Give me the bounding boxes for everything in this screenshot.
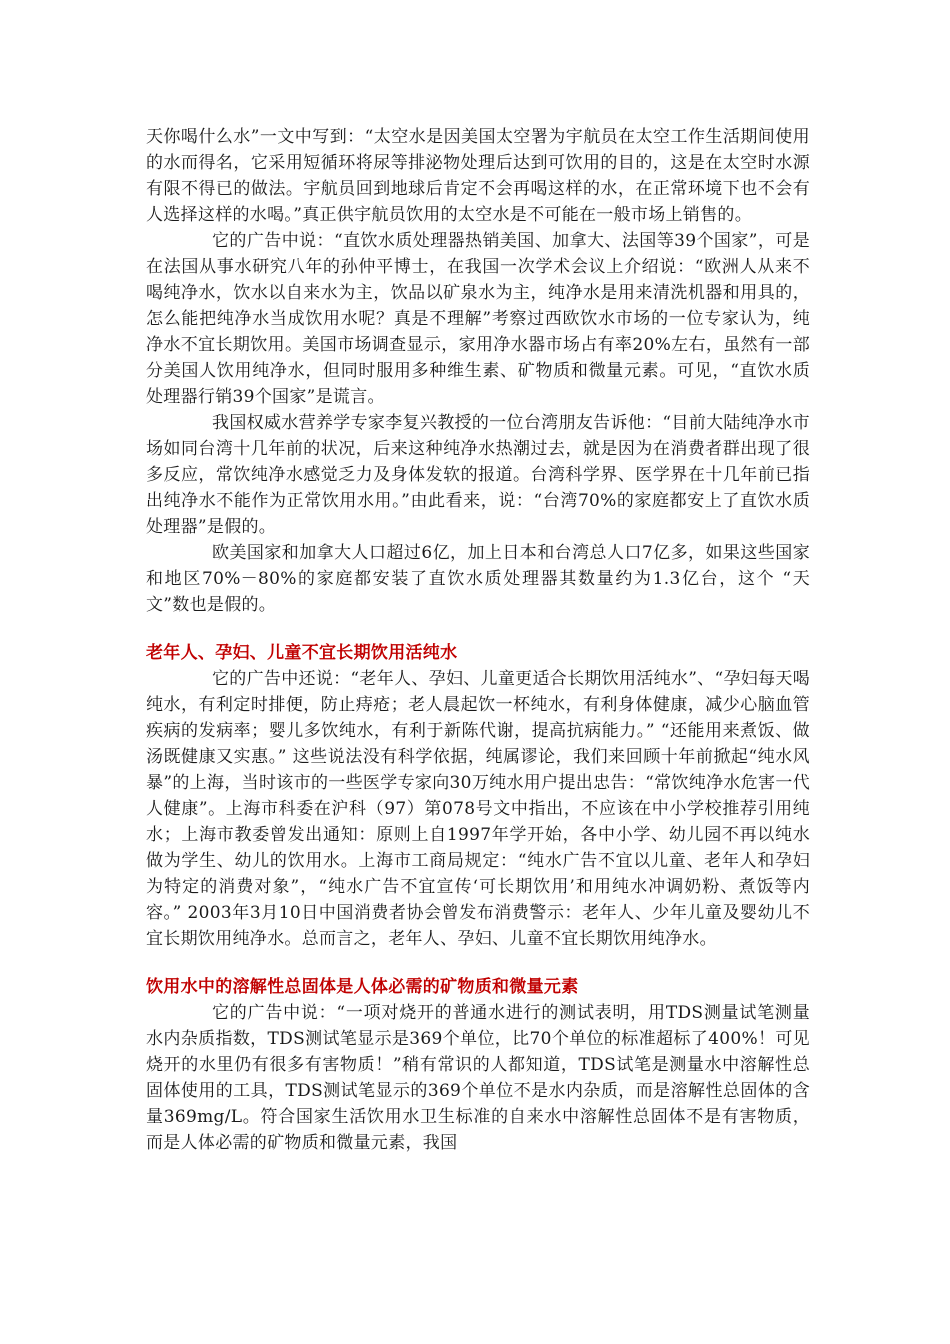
section2-paragraph: 它的广告中还说：“老年人、孕妇、儿童更适合长期饮用活纯水”、“孕妇每天喝纯水，有利定时排便，防止痔疮；老人晨起饮一杯纯水，有利身体健康，减少心脑血管疾病的发病率；婴儿多饮纯水，有利于新陈代谢，提高抗病能力。” “还能用来煮饭、做汤既健康又实惠。” 这些说法没有科学依据，纯属谬论，我们来回顾十年前掀起“纯水风暴”的上海，当时该市的一些医学专家向30万纯水用户提出忠告：“常饮纯净水危害一代人健康”。上海市科委在沪科（97）第078号文中指出，不应该在中小学校推荐引用纯水；上海市教委曾发出通知：原则上自1997年学开始，各中小学、幼儿园不再以纯水做为学生、幼儿的饮用水。上海市工商局规定：“纯水广告不宜以儿童、老年人和孕妇为特定的消费对象”，“纯水广告不宜宣传‘可长期饮用’和用纯水冲调奶粉、煮饭等内容。” 2003年3月10日中国消费者协会曾发布消费警示：老年人、少年儿童及婴幼儿不宜长期饮用纯净水。总而言之，老年人、孕妇、儿童不宜长期饮用纯净水。: [146, 669, 810, 949]
section-spacer: [146, 618, 810, 640]
section3-paragraph: 它的广告中说：“一项对烧开的普通水进行的测试表明，用TDS测量试笔测量水内杂质指数，TDS测试笔显示是369个单位，比70个单位的标准超标了400%！可见烧开的水里仍有很多有害物质！”稍有常识的人都知道，TDS试笔是测量水中溶解性总固体使用的工具，TDS测试笔显示的369个单位不是水内杂质，而是溶解性总固体的含量369mg/L。符合国家生活饮用水卫生标准的自来水中溶解性总固体不是有害物质，而是人体必需的矿物质和微量元素，我国: [146, 1003, 810, 1153]
section-heading-elderly-pregnant-children: 老年人、孕妇、儿童不宜长期饮用活纯水: [146, 643, 458, 663]
intro-paragraph-3: 我国权威水营养学专家李复兴教授的一位台湾朋友告诉他：“目前大陆纯净水市场如同台湾十几年前的状况，后来这种纯净水热潮过去，就是因为在消费者群出现了很多反应，常饮纯净水感觉乏力及身体发软的报道。台湾科学界、医学界在十几年前已指出纯净水不能作为正常饮用水用。”由此看来，说：“台湾70%的家庭都安上了直饮水质处理器”是假的。: [146, 413, 810, 537]
intro-paragraph-2: 它的广告中说：“直饮水质处理器热销美国、加拿大、法国等39个国家”，可是在法国从事水研究八年的孙仲平博士，在我国一次学术会议上介绍说：“欧洲人从来不喝纯净水，饮水以自来水为主，饮品以矿泉水为主，纯净水是用来清洗机器和用具的，怎么能把纯净水当成饮用水呢？真是不理解”考察过西欧饮水市场的一位专家认为，纯净水不宜长期饮用。美国市场调查显示，家用净水器市场占有率20%左右，虽然有一部分美国人饮用纯净水，但同时服用多种维生素、矿物质和微量元素。可见，“直饮水质处理器行销39个国家”是谎言。: [146, 231, 810, 407]
intro-paragraph-1: 天你喝什么水”一文中写到：“太空水是因美国太空署为宇航员在太空工作生活期间使用的水而得名，它采用短循环将尿等排泌物处理后达到可饮用的目的，这是在太空时水源有限不得已的做法。宇航员回到地球后肯定不会再喝这样的水，在正常环境下也不会有人选择这样的水喝。”真正供宇航员饮用的太空水是不可能在一般市场上销售的。: [146, 127, 810, 225]
document-page: [146, 124, 810, 1156]
section-heading-dissolved-solids: 饮用水中的溶解性总固体是人体必需的矿物质和微量元素: [146, 977, 579, 997]
intro-paragraph-4: 欧美国家和加拿大人口超过6亿，加上日本和台湾总人口7亿多，如果这些国家和地区70%－80%的家庭都安装了直饮水质处理器其数量约为1.3亿台，这个 “天文”数也是假的。: [146, 543, 810, 615]
section-spacer: [146, 952, 810, 974]
